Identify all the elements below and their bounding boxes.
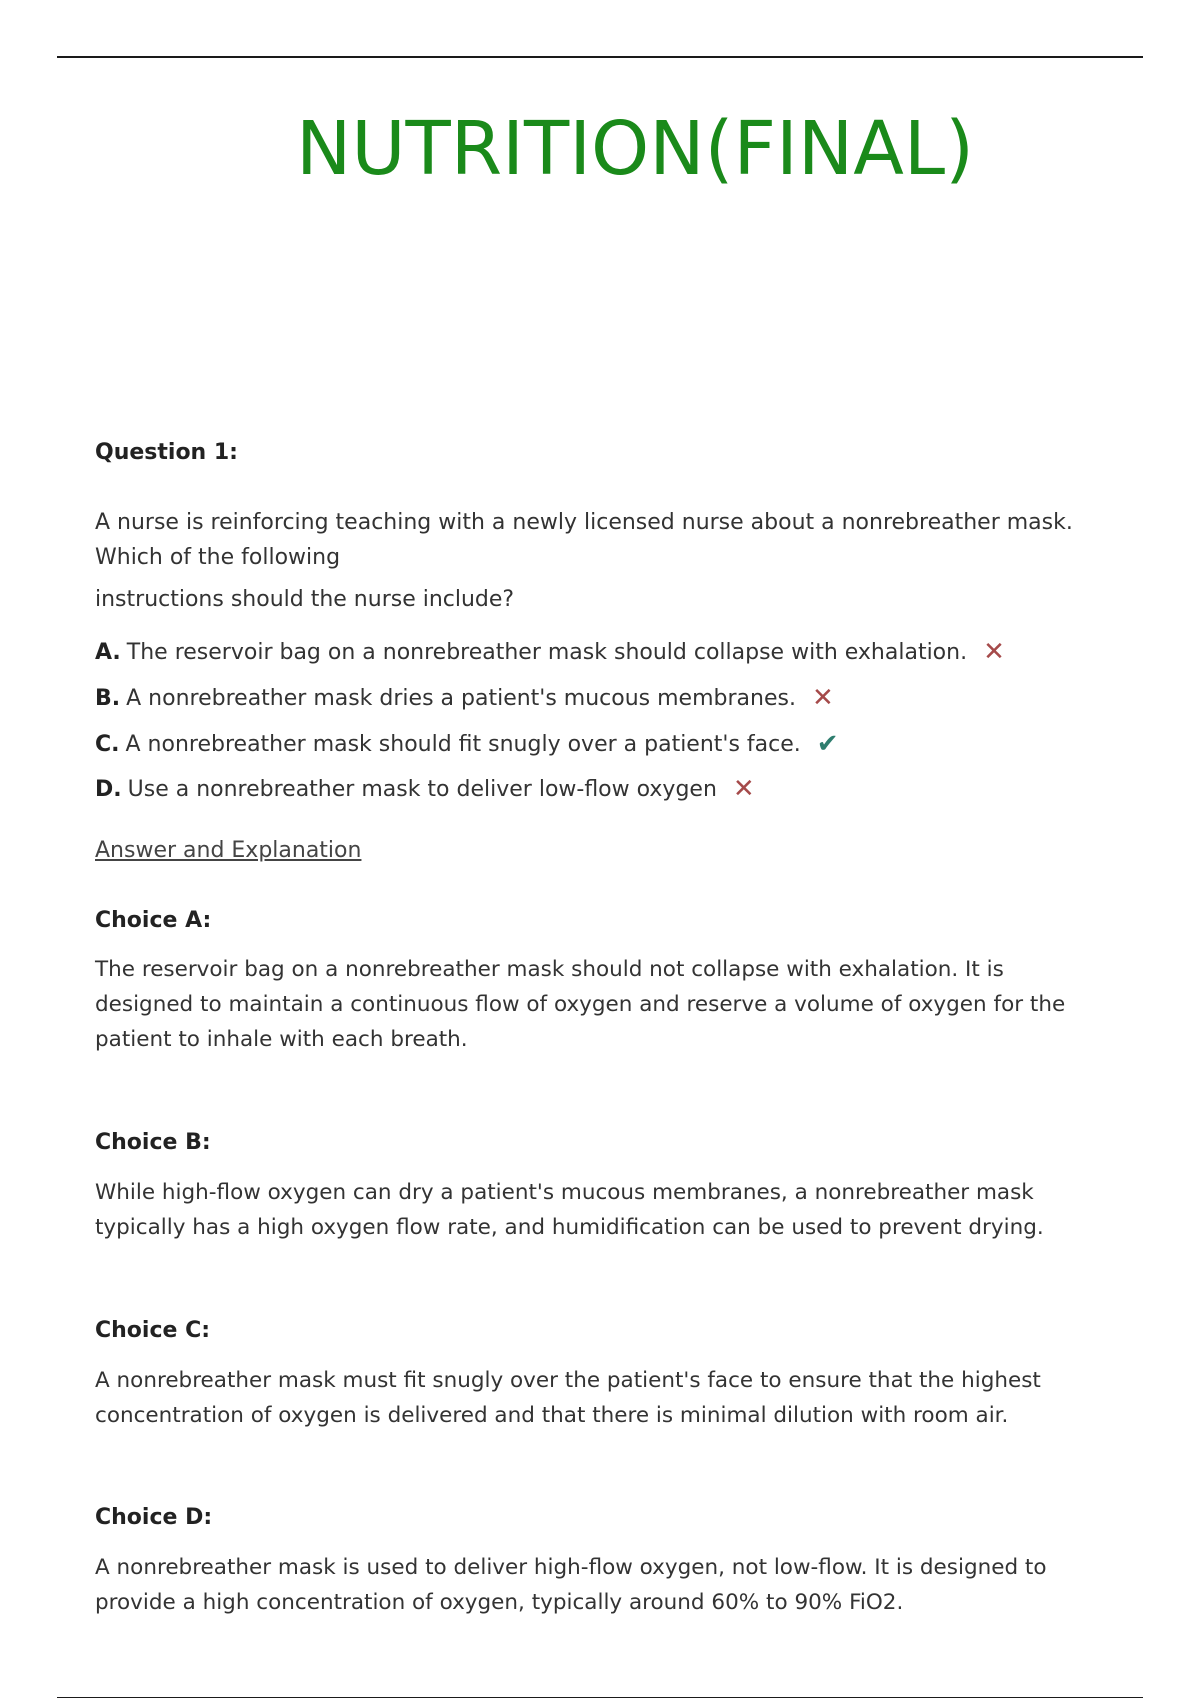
cross-icon: ✕	[811, 683, 834, 713]
choice-c-text: A nonrebreather mask must fit snugly over the patient's face to ensure that the highest concentration of oxygen is delivered and that there is minimal dilution with room air.	[95, 1368, 1041, 1428]
option-text: A nonrebreather mask should fit snugly over a patient's face.	[125, 731, 801, 757]
option-a[interactable]	[95, 637, 1005, 667]
question-heading: Question 1:	[95, 440, 238, 465]
bottom-divider	[57, 1697, 1143, 1698]
choice-b-text: While high-flow oxygen can dry a patient's mucous membranes, a nonrebreather mask typically has a high oxygen flow rate, and humidification can be used to prevent drying.	[95, 1180, 1044, 1240]
choice-c-heading: Choice C:	[95, 1318, 211, 1343]
option-b[interactable]	[95, 683, 834, 713]
cross-icon: ✕	[732, 774, 755, 804]
question-text-line2: instructions should the nurse include?	[95, 587, 515, 612]
option-text: A nonrebreather mask dries a patient's mucous membranes.	[126, 685, 796, 711]
choice-d-text: A nonrebreather mask is used to deliver high-flow oxygen, not low-flow. It is designed to provide a high concentration of oxygen, typically around 60% to 90% FiO2.	[95, 1555, 1047, 1615]
choice-a-heading: Choice A:	[95, 908, 212, 933]
choice-b-heading: Choice B:	[95, 1130, 211, 1155]
checkmark-icon: ✔	[816, 729, 839, 759]
top-divider	[57, 56, 1143, 58]
choice-a-text: The reservoir bag on a nonrebreather mask should not collapse with exhalation. It is designed to maintain a continuous flow of oxygen and reserve a volume of oxygen for the patient to inhale with each breath.	[95, 957, 1066, 1052]
question-text-line1: A nurse is reinforcing teaching with a newly licensed nurse about a nonrebreather mask. Which of the following	[95, 510, 1073, 570]
option-c[interactable]	[95, 729, 839, 759]
option-text: Use a nonrebreather mask to deliver low-flow oxygen	[127, 776, 717, 802]
option-text: The reservoir bag on a nonrebreather mask should collapse with exhalation.	[126, 639, 968, 665]
option-letter: D.	[95, 776, 122, 802]
choice-d-heading: Choice D:	[95, 1505, 213, 1530]
answer-explanation-link[interactable]: Answer and Explanation	[95, 838, 362, 863]
option-letter: C.	[95, 731, 120, 757]
page-title: NUTRITION(FINAL)	[296, 106, 974, 192]
option-letter: A.	[95, 639, 121, 665]
option-d[interactable]	[95, 774, 755, 804]
cross-icon: ✕	[983, 637, 1005, 667]
option-letter: B.	[95, 685, 121, 711]
